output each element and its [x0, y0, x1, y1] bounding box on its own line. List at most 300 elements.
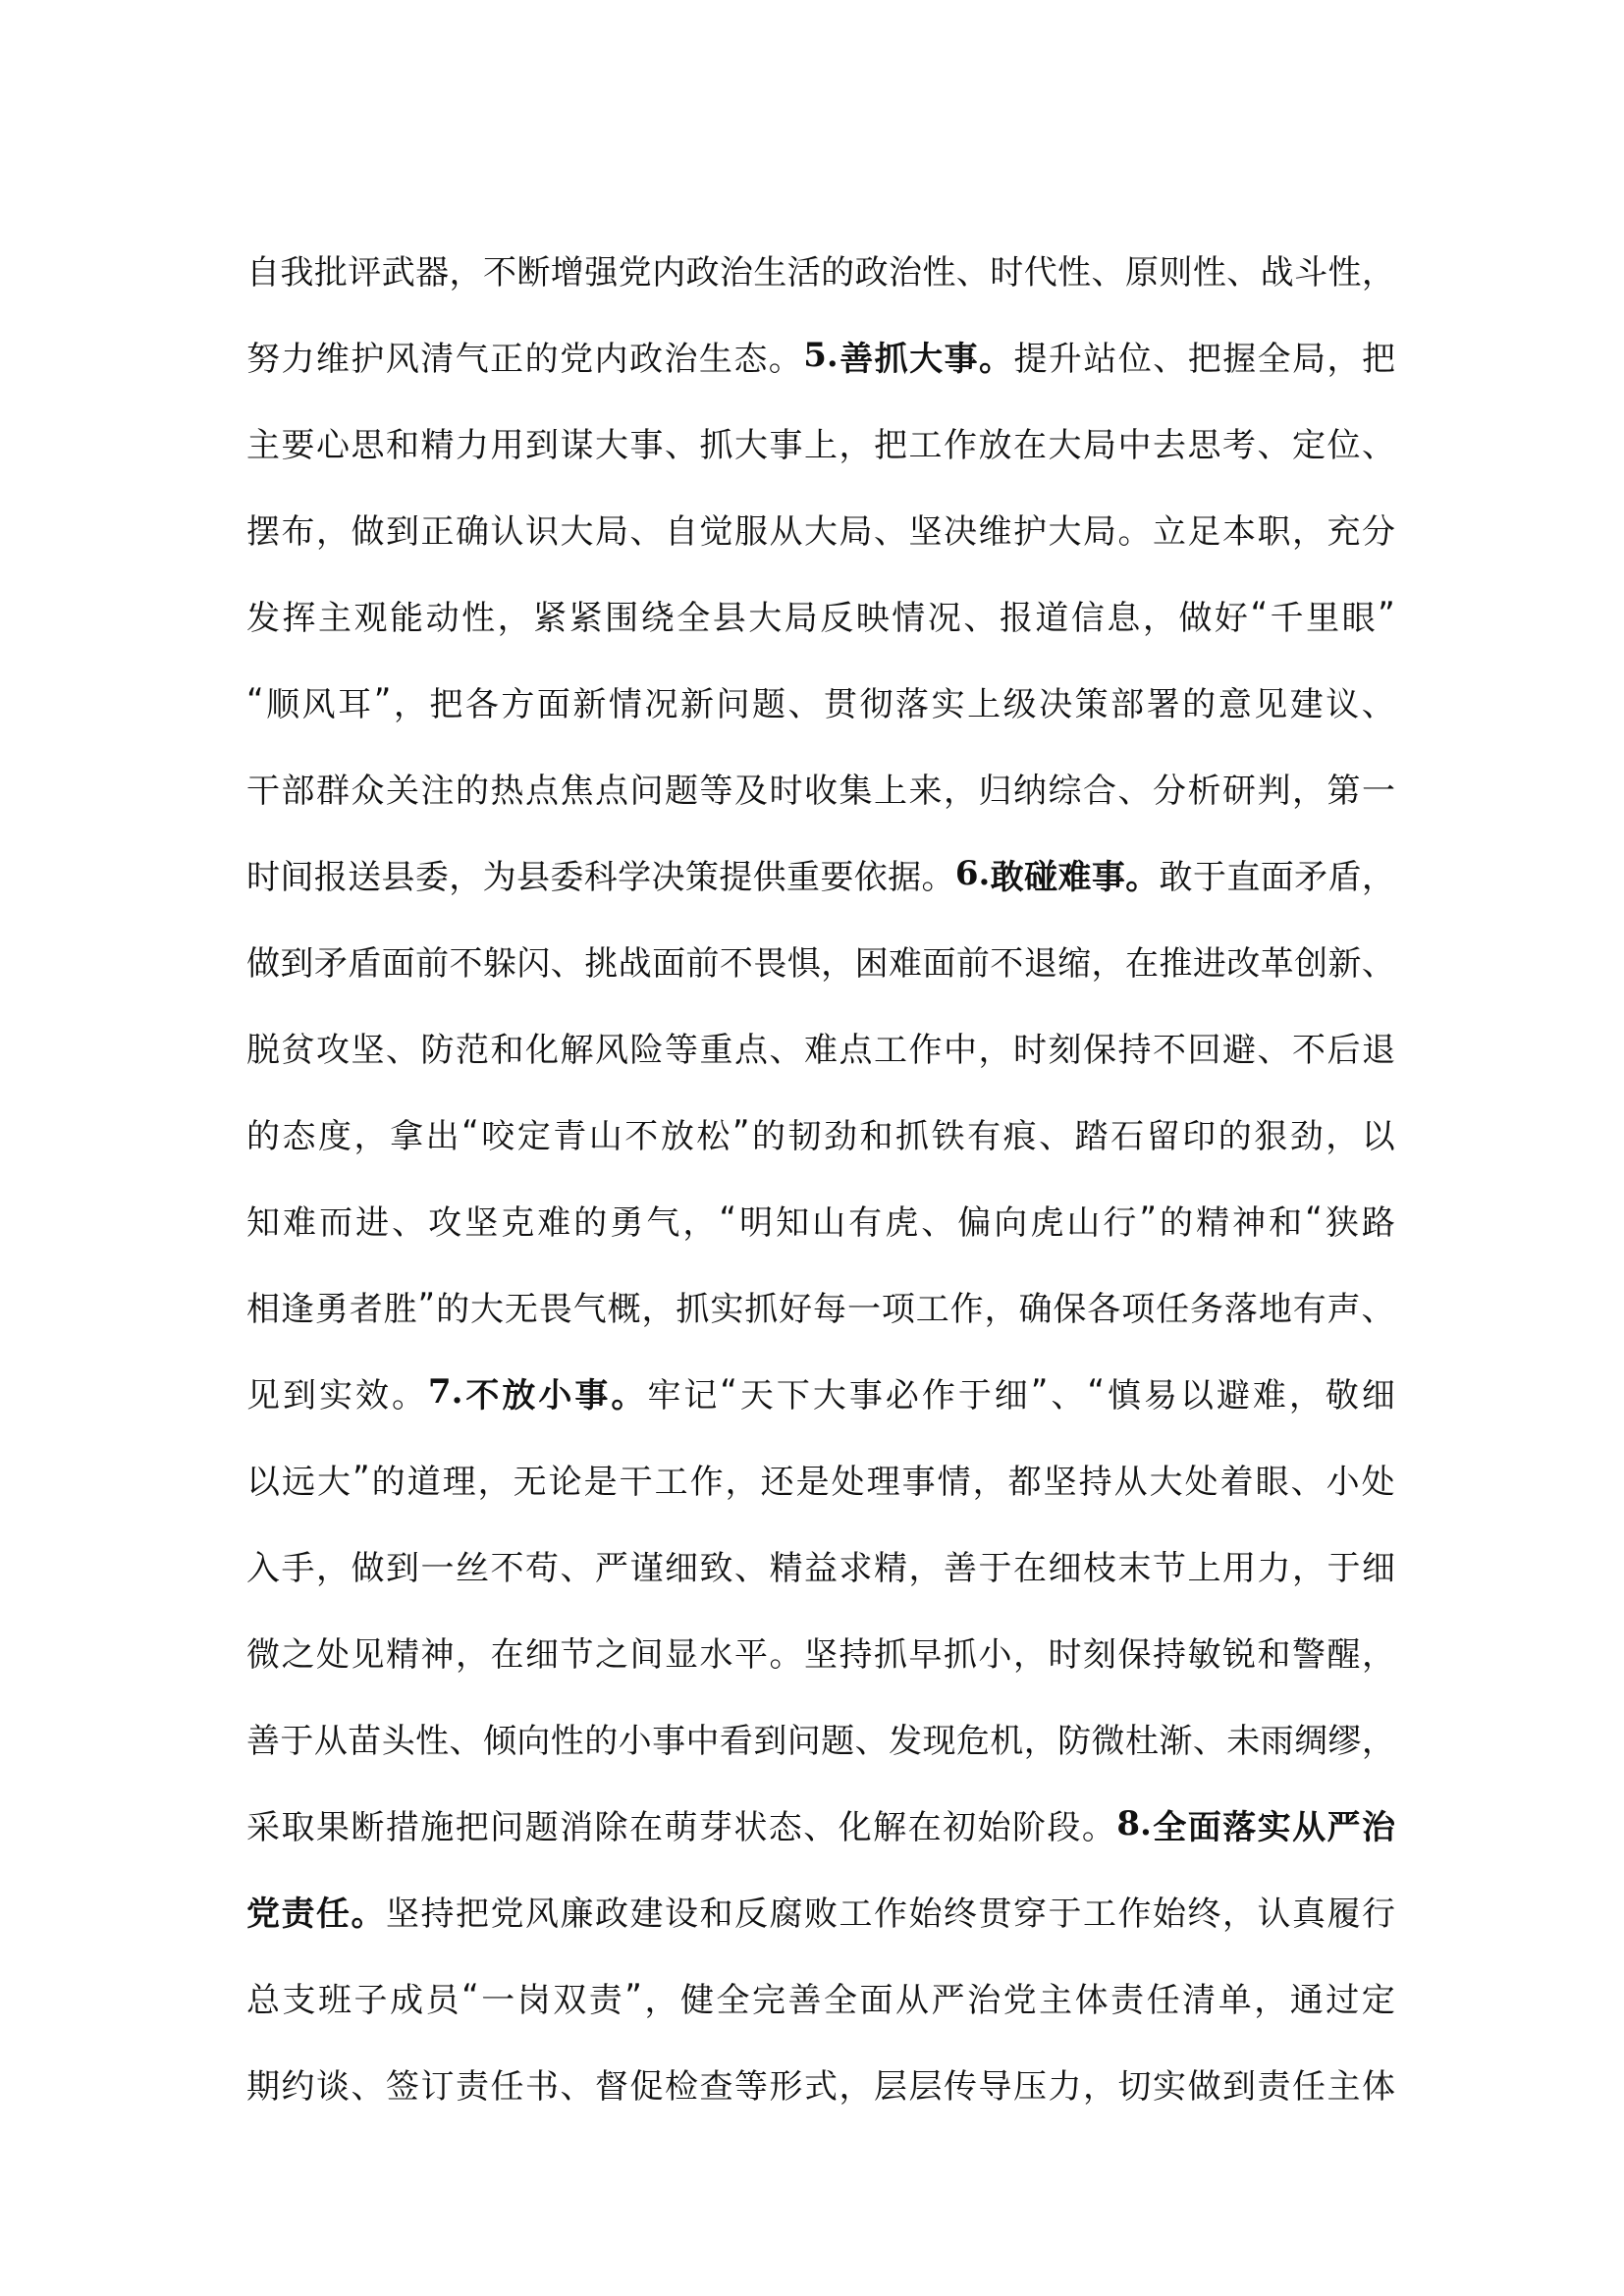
text-line	[246, 399, 1395, 485]
body-char: 护	[351, 339, 385, 379]
body-char: 取	[281, 1807, 315, 1847]
body-char: 工	[874, 1030, 907, 1070]
body-char: 局	[1083, 425, 1116, 465]
body-char: 、	[769, 1030, 803, 1070]
body-char: 见	[351, 1634, 385, 1675]
heading-char: 任	[316, 1894, 350, 1934]
body-char: 的	[751, 1116, 785, 1156]
heading-char: 不	[465, 1375, 500, 1415]
body-char: 布	[281, 511, 315, 552]
body-char: 层	[874, 2066, 907, 2107]
body-char: 大	[1048, 425, 1082, 465]
body-char: 政	[628, 339, 663, 379]
body-char: 情	[937, 1462, 971, 1502]
body-char: 护	[1013, 511, 1047, 552]
body-char: 石	[1110, 1116, 1145, 1156]
body-char: 入	[246, 1548, 280, 1588]
body-char: 第	[1326, 771, 1361, 811]
body-char: 着	[1219, 1462, 1254, 1502]
body-char: 态	[768, 1807, 802, 1847]
body-char: 局	[784, 598, 818, 638]
body-char: 上	[967, 684, 1001, 724]
body-char: 工	[915, 1289, 949, 1329]
body-char: 供	[752, 857, 786, 897]
body-char: 热	[490, 771, 524, 811]
heading-char: 。	[1125, 857, 1160, 897]
body-char: 躲	[482, 943, 516, 984]
body-char: 不	[449, 943, 483, 984]
text-line	[246, 2040, 1395, 2126]
body-char: 不	[1153, 1030, 1186, 1070]
body-char: 政	[685, 252, 720, 293]
body-char: ，	[944, 771, 977, 811]
body-char: 、	[1226, 252, 1261, 293]
body-char: 在	[907, 1807, 942, 1847]
body-char: 维	[978, 511, 1012, 552]
body-char: 进	[355, 1202, 390, 1243]
body-char: 畏	[538, 1289, 572, 1329]
body-char: 集	[839, 771, 873, 811]
body-char: 做	[1187, 2066, 1221, 2107]
body-char: 头	[381, 1721, 415, 1761]
body-char: 清	[420, 339, 455, 379]
body-char: 矛	[313, 943, 348, 984]
body-char: 坚	[908, 511, 943, 552]
body-char: 认	[1257, 1894, 1291, 1934]
body-char: 风	[595, 1030, 628, 1070]
body-char: 处	[316, 1634, 350, 1675]
text-line	[246, 1694, 1395, 1781]
body-char: 任	[1146, 1980, 1180, 2020]
body-char: 、	[854, 1721, 889, 1761]
body-char: 部	[281, 771, 315, 811]
body-char: 解	[560, 1030, 594, 1070]
body-char: 学	[618, 857, 652, 897]
body-char: 相	[246, 1289, 280, 1329]
body-char: 主	[246, 425, 280, 465]
body-char: 策	[1074, 684, 1109, 724]
text-line	[246, 1435, 1395, 1522]
body-char: 干	[619, 1462, 653, 1502]
body-char: 收	[804, 771, 838, 811]
body-char: “	[461, 1977, 479, 2016]
body-char: 力	[281, 339, 315, 379]
body-char: 微	[246, 1634, 280, 1675]
body-char: 摆	[246, 511, 280, 552]
body-char: 治	[967, 1980, 1001, 2020]
body-char: 丝	[456, 1548, 489, 1588]
body-char: 本	[1222, 511, 1256, 552]
body-char: 之	[281, 1634, 315, 1675]
body-char: 持	[1078, 1462, 1112, 1502]
body-char: 眼	[1255, 1462, 1289, 1502]
body-char: 初	[943, 1807, 977, 1847]
body-char: 善	[944, 1548, 977, 1588]
body-char: ，	[641, 1289, 676, 1329]
body-char: 间	[280, 857, 314, 897]
body-char: 检	[665, 2066, 698, 2107]
body-char: 韧	[787, 1116, 822, 1156]
body-char: 度	[318, 1116, 352, 1156]
body-char: 问	[629, 771, 664, 811]
body-char: 谨	[629, 1548, 664, 1588]
body-char: 查	[699, 2066, 733, 2107]
text-line	[246, 571, 1395, 658]
body-char: 提	[1013, 339, 1048, 379]
body-char: 书	[525, 2066, 559, 2107]
body-char: 每	[813, 1289, 847, 1329]
body-char: ”	[352, 1459, 370, 1498]
body-char: 无	[504, 1289, 538, 1329]
body-char: 作	[908, 1030, 943, 1070]
body-char: 把	[456, 1894, 489, 1934]
body-char: 督	[595, 2066, 628, 2107]
body-char: 。	[921, 857, 955, 897]
body-char: 委	[550, 857, 584, 897]
body-char: 手	[281, 1548, 315, 1588]
body-char: ”	[1378, 595, 1395, 634]
body-char: 微	[1091, 1721, 1125, 1761]
body-char: 题	[751, 684, 785, 724]
body-char: 实	[318, 1375, 352, 1415]
body-char: 责	[456, 2066, 489, 2107]
body-char: 改	[1226, 943, 1261, 984]
body-char: 态	[282, 1116, 316, 1156]
heading-char: 小	[538, 1375, 572, 1415]
body-char: 一	[420, 1548, 455, 1588]
body-char: 立	[1153, 511, 1186, 552]
body-char: 向	[516, 1721, 551, 1761]
body-char: 以	[246, 1462, 280, 1502]
body-char: 理	[442, 1462, 476, 1502]
body-char: 正	[420, 511, 455, 552]
body-char: 的	[573, 1202, 608, 1243]
text-line	[246, 1522, 1395, 1608]
body-char: 前	[415, 943, 450, 984]
body-char: 面	[922, 943, 956, 984]
body-char: 到	[386, 1548, 419, 1588]
body-char: 是	[583, 1462, 618, 1502]
body-char: 况	[927, 598, 961, 638]
body-char: 精	[1196, 1202, 1230, 1243]
body-char: 解	[873, 1807, 907, 1847]
body-char: 倾	[482, 1721, 516, 1761]
body-char: 胜	[383, 1289, 417, 1329]
item-number: 5.	[803, 336, 839, 375]
body-char: 渐	[1159, 1721, 1193, 1761]
body-char: 能	[390, 598, 424, 638]
body-char: 狭	[1325, 1202, 1359, 1243]
body-char: 严	[931, 1980, 965, 2020]
body-char: 任	[1156, 1289, 1190, 1329]
body-char: 新	[572, 684, 607, 724]
body-char: 到	[282, 1375, 316, 1415]
body-char: 抓	[895, 1116, 930, 1156]
body-char: 杜	[1124, 1721, 1159, 1761]
body-char: 紧	[533, 598, 568, 638]
body-char: 放	[660, 1116, 694, 1156]
body-char: 的	[524, 339, 559, 379]
body-char: 于	[1326, 1548, 1361, 1588]
body-char: 导	[978, 2066, 1012, 2107]
body-char: 处	[831, 1462, 865, 1502]
body-char: 点	[595, 771, 628, 811]
body-char: 把	[1187, 339, 1221, 379]
body-char: 状	[733, 1807, 768, 1847]
body-char: 中	[1117, 425, 1152, 465]
body-char: 施	[420, 1807, 455, 1847]
body-char: 不	[482, 252, 516, 293]
body-char: 挑	[584, 943, 619, 984]
body-char: 代	[1023, 252, 1057, 293]
body-char: 用	[1222, 1548, 1256, 1588]
body-char: 时	[246, 857, 280, 897]
body-char: 机	[990, 1721, 1024, 1761]
body-char: 采	[246, 1807, 280, 1847]
body-char: 上	[804, 425, 838, 465]
body-char: 细	[665, 1548, 698, 1588]
body-char: 推	[1159, 943, 1193, 984]
body-char: 气	[646, 1202, 680, 1243]
body-char: 面	[381, 943, 415, 984]
body-char: 觉	[699, 511, 733, 552]
body-char: 大	[595, 425, 628, 465]
body-char: 、	[1257, 1030, 1291, 1070]
body-char: 子	[353, 1980, 388, 2020]
body-char: 进	[1192, 943, 1226, 984]
body-char: 职	[1257, 511, 1291, 552]
body-char: 缪	[1327, 1721, 1362, 1761]
body-char: 大	[560, 511, 594, 552]
body-char: 到	[753, 1721, 787, 1761]
body-char: 要	[820, 857, 854, 897]
body-char: 保	[1053, 1289, 1087, 1329]
body-char: 送	[348, 857, 382, 897]
body-char: 的	[821, 252, 855, 293]
body-char: 风	[385, 339, 419, 379]
body-char: 、	[392, 1202, 426, 1243]
body-char: 实	[710, 1289, 744, 1329]
body-char: ，	[1326, 1116, 1360, 1156]
body-char: ，	[449, 252, 483, 293]
body-char: 务	[1190, 1289, 1223, 1329]
body-char: 把	[455, 1807, 489, 1847]
body-char: 面	[859, 1980, 893, 2020]
text-line	[246, 1349, 1395, 1435]
body-char: ，	[908, 1548, 943, 1588]
body-char: 难	[1252, 1375, 1286, 1415]
body-char: 山	[588, 1116, 623, 1156]
body-char: 顺	[266, 684, 300, 724]
body-char: 过	[1326, 1980, 1360, 2020]
body-char: ”	[373, 681, 392, 721]
body-char: 归	[978, 771, 1012, 811]
body-char: 作	[874, 1894, 907, 1934]
body-char: 在	[1013, 1548, 1047, 1588]
heading-char: 难	[1057, 857, 1092, 897]
body-char: 围	[605, 598, 639, 638]
text-line	[246, 226, 1395, 312]
body-char: 在	[490, 1634, 524, 1675]
body-char: 及	[734, 771, 768, 811]
body-char: 印	[1182, 1116, 1217, 1156]
body-char: 作	[689, 1462, 724, 1502]
body-char: 向	[994, 1202, 1028, 1243]
body-char: 出	[425, 1116, 460, 1156]
body-char: 痕	[1002, 1116, 1037, 1156]
body-char: 益	[804, 1548, 838, 1588]
body-char: 勇	[314, 1289, 349, 1329]
body-char: 党	[618, 252, 652, 293]
body-char: 面	[536, 684, 570, 724]
body-char: 。	[1117, 511, 1152, 552]
body-char: 局	[595, 511, 628, 552]
body-char: 大	[469, 1289, 504, 1329]
body-char: 在	[628, 1807, 663, 1847]
body-char: 作	[921, 1375, 955, 1415]
body-char: 观	[353, 598, 388, 638]
body-char: 大	[748, 598, 783, 638]
body-char: 、	[803, 1807, 838, 1847]
body-char: 醒	[1326, 1634, 1361, 1675]
body-char: 局	[1292, 339, 1326, 379]
body-char: ，	[353, 1116, 388, 1156]
body-char: 难	[889, 943, 923, 984]
body-char: ”	[624, 1977, 642, 2016]
body-char: 彻	[859, 684, 893, 724]
body-char: 和	[1269, 1202, 1303, 1243]
body-char: 升	[1048, 339, 1082, 379]
body-char: ，	[984, 1289, 1018, 1329]
body-char: 、	[787, 684, 822, 724]
body-char: 攻	[428, 1202, 462, 1243]
body-char: 发	[889, 1721, 923, 1761]
heading-char: 实	[1257, 1807, 1291, 1847]
body-char: 式	[804, 2066, 838, 2107]
body-char: 认	[490, 511, 524, 552]
heading-char: 敢	[990, 857, 1024, 897]
body-char: 败	[804, 1894, 838, 1934]
body-char: 脱	[246, 1030, 280, 1070]
body-char: 考	[1222, 425, 1256, 465]
body-char: 一	[846, 1289, 881, 1329]
body-char: 苗	[348, 1721, 382, 1761]
body-char: 信	[1070, 598, 1105, 638]
body-char: 性	[1057, 252, 1092, 293]
body-char: 攻	[316, 1030, 350, 1070]
body-char: 县	[381, 857, 415, 897]
body-char: 细	[1362, 1548, 1395, 1588]
body-char: 精	[420, 425, 455, 465]
body-char: 保	[1083, 1030, 1116, 1070]
body-char: 精	[874, 1548, 907, 1588]
body-char: 时	[1048, 1634, 1082, 1675]
body-char: 报	[313, 857, 348, 897]
body-char: 治	[664, 339, 698, 379]
body-char: 处	[1361, 1462, 1395, 1502]
body-char: 问	[786, 1721, 821, 1761]
body-char: 眼	[1341, 598, 1376, 638]
body-char: 的	[584, 1721, 619, 1761]
body-char: 众	[351, 771, 385, 811]
body-char: 自	[246, 252, 280, 293]
body-char: 危	[955, 1721, 990, 1761]
body-char: 做	[246, 943, 280, 984]
body-char: 节	[560, 1634, 594, 1675]
body-char: ，	[477, 1462, 512, 1502]
body-char: 克	[501, 1202, 535, 1243]
body-char: 定	[1361, 1980, 1395, 2020]
text-line	[246, 1176, 1395, 1262]
body-char: 力	[1048, 2066, 1082, 2107]
body-char: 贯	[824, 684, 858, 724]
body-char: 抓	[699, 425, 733, 465]
heading-char: 治	[1362, 1807, 1395, 1847]
body-char: 时	[990, 252, 1024, 293]
body-char: 谋	[560, 425, 594, 465]
body-char: 则	[1159, 252, 1193, 293]
body-char: 刻	[1048, 1030, 1082, 1070]
body-char: 项	[881, 1289, 915, 1329]
body-char: 履	[1326, 1894, 1361, 1934]
body-char: 设	[665, 1894, 698, 1934]
body-char: 定	[1292, 425, 1326, 465]
body-char: 、	[1290, 1462, 1325, 1502]
text-line	[246, 1090, 1395, 1176]
body-char: 我	[280, 252, 314, 293]
body-char: 思	[351, 425, 385, 465]
heading-char: 严	[1326, 1807, 1361, 1847]
body-char: 措	[385, 1807, 419, 1847]
body-char: 到	[525, 425, 559, 465]
body-char: 有	[848, 1202, 883, 1243]
body-char: 情	[608, 684, 642, 724]
body-char: 维	[315, 339, 350, 379]
body-char: 面	[652, 943, 686, 984]
body-char: 自	[665, 511, 698, 552]
body-char: 合	[1083, 771, 1116, 811]
body-char: 和	[386, 425, 419, 465]
body-char: 责	[1110, 1980, 1145, 2020]
body-char: 定	[516, 1116, 551, 1156]
body-char: 工	[1083, 1894, 1116, 1934]
body-char: 大	[1048, 511, 1082, 552]
body-char: 断	[351, 1807, 385, 1847]
body-char: ，	[1361, 857, 1395, 897]
body-char: 盾	[348, 943, 382, 984]
body-char: 谈	[316, 2066, 350, 2107]
body-char: 、	[734, 1548, 768, 1588]
body-char: 避	[1222, 1030, 1256, 1070]
body-char: 坚	[804, 1634, 838, 1675]
body-char: 贯	[978, 1894, 1012, 1934]
body-char: 治	[889, 252, 923, 293]
body-char: 题	[821, 1721, 855, 1761]
body-char: 总	[246, 1980, 280, 2020]
body-char: 难	[537, 1202, 571, 1243]
body-char: 显	[665, 1634, 698, 1675]
body-char: 事	[652, 1721, 686, 1761]
body-char: 站	[1083, 339, 1117, 379]
body-char: 勇	[610, 1202, 644, 1243]
body-char: 来	[908, 771, 943, 811]
body-char: 题	[524, 1807, 559, 1847]
body-char: 概	[607, 1289, 641, 1329]
body-char: 通	[1289, 1980, 1324, 2020]
body-char: ”	[417, 1286, 436, 1325]
body-char: 题	[665, 771, 698, 811]
body-char: ，	[1326, 339, 1361, 379]
